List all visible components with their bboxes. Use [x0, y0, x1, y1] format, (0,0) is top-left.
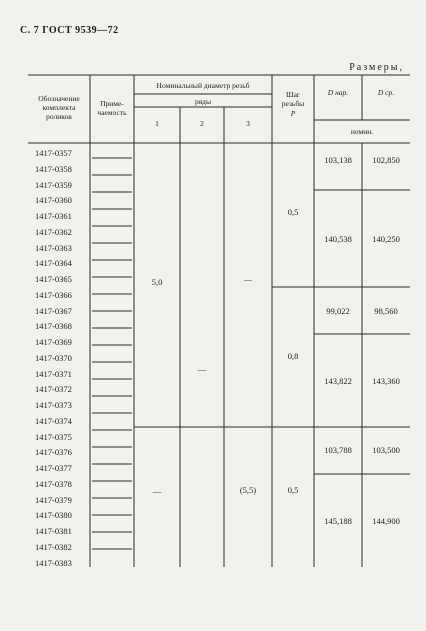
- code-cell: 1417-0382: [35, 541, 72, 552]
- header-nominal-diameter: Номинальный диаметр резьб: [156, 81, 250, 90]
- row3-value-b: (5,5): [239, 485, 257, 495]
- dsr-value-1: 102,850: [372, 155, 400, 165]
- code-cell: 1417-0373: [35, 400, 72, 410]
- header-note-2: чаемость: [97, 108, 127, 117]
- code-cell: 1417-0383: [35, 557, 72, 568]
- dnar-value-6: 145,188: [324, 516, 352, 526]
- dnar-value-1: 103,138: [324, 155, 352, 165]
- code-cell: 1417-0360: [35, 195, 72, 206]
- code-cell: 1417-0374: [35, 415, 72, 426]
- code-cell: 1417-0366: [35, 289, 72, 300]
- header-pitch-1: Шаг: [286, 90, 300, 99]
- header-pitch-3: P: [290, 109, 296, 118]
- code-cell: 1417-0358: [35, 163, 72, 174]
- dsr-value-3: 98,560: [374, 306, 398, 316]
- dsr-value-4: 143,360: [372, 376, 400, 386]
- code-cell: 1417-0371: [35, 368, 72, 379]
- code-cell: 1417-0361: [35, 211, 72, 221]
- code-cell: 1417-0365: [35, 274, 72, 284]
- code-cell: 1417-0381: [35, 526, 72, 536]
- row3-value-a: —: [243, 274, 253, 284]
- row1-value-a: 5,0: [151, 277, 163, 287]
- code-cell: 1417-0357: [35, 148, 72, 158]
- header-row-3: 3: [246, 119, 250, 128]
- row1-value-b: —: [152, 486, 162, 496]
- code-cell: 1417-0375: [35, 431, 72, 442]
- header-d-nar: D нар.: [327, 88, 349, 97]
- dsr-value-6: 144,900: [372, 516, 400, 526]
- header-rows: ряды: [194, 97, 212, 106]
- dnar-value-4: 143,822: [324, 376, 352, 386]
- dnar-value-2: 140,538: [324, 234, 352, 244]
- header-designation-3: роликов: [46, 112, 72, 121]
- code-cell: 1417-0369: [35, 337, 72, 347]
- header-nomin: номин.: [350, 127, 374, 136]
- pitch-value-3: 0,5: [287, 485, 299, 495]
- code-cell: 1417-0362: [35, 226, 72, 237]
- header-d-sr: D ср.: [377, 88, 395, 97]
- code-cell: 1417-0367: [35, 305, 72, 316]
- code-cell: 1417-0379: [35, 494, 72, 505]
- code-cell: 1417-0377: [35, 463, 72, 473]
- dsr-value-2: 140,250: [372, 234, 400, 244]
- page-header: С. 7 ГОСТ 9539—72: [20, 25, 119, 36]
- code-cell: 1417-0378: [35, 478, 72, 489]
- dnar-value-3: 99,022: [326, 306, 350, 316]
- header-row-2: 2: [200, 119, 204, 128]
- code-cell: 1417-0368: [35, 321, 72, 332]
- pitch-value-2: 0,8: [287, 351, 299, 361]
- dnar-value-5: 103,788: [324, 445, 352, 455]
- code-cell: 1417-0364: [35, 258, 72, 269]
- code-cell: 1417-0363: [35, 242, 72, 253]
- row2-value-a: —: [197, 364, 207, 374]
- code-cell: 1417-0372: [35, 384, 72, 395]
- header-note-1: Приме-: [100, 99, 124, 108]
- header-designation-1: Обозначение: [38, 94, 80, 103]
- code-cell: 1417-0359: [35, 179, 72, 190]
- pitch-value-1: 0,5: [287, 207, 299, 217]
- dsr-value-5: 103,500: [372, 445, 400, 455]
- header-designation-2: комплекта: [42, 103, 76, 112]
- code-cell: 1417-0376: [35, 447, 72, 458]
- code-cell: 1417-0380: [35, 510, 72, 521]
- header-pitch-2: резьбы: [281, 99, 305, 108]
- header-row-1: 1: [155, 119, 159, 128]
- code-cell: 1417-0370: [35, 352, 72, 363]
- units-title: Размеры,: [349, 62, 404, 73]
